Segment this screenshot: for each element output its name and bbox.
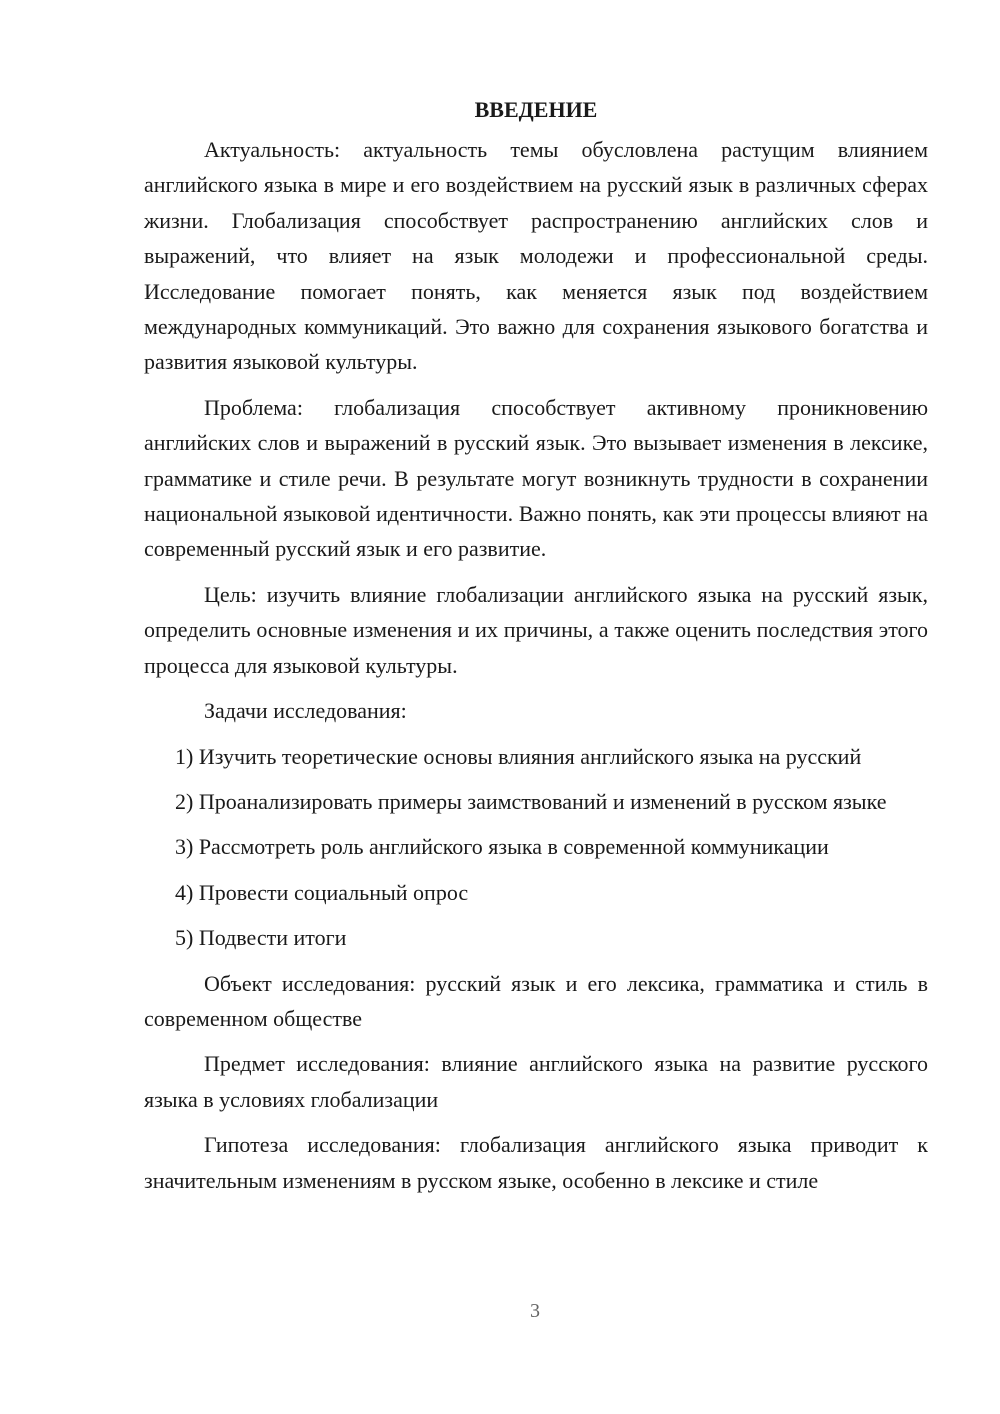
relevance-paragraph: Актуальность: актуальность темы обусловлена растущим влиянием английского языка в мире и его воздействием на русский язык в различных сферах жизни. Глобализация способствует распространению английских слов и выражений, что влияет на язык молодежи и профессиональной среды. Исследование помогает понять, как меняется язык под воздействием международных коммуникаций. Это важно для сохранения языкового богатства и развития языковой культуры. xyxy=(144,137,928,375)
task-item-5: 5) Подвести итоги xyxy=(175,925,347,951)
tasks-heading: Задачи исследования: xyxy=(204,698,407,724)
page-title: ВВЕДЕНИЕ xyxy=(474,97,598,122)
problem-paragraph: Проблема: глобализация способствует активному проникновению английских слов и выражений в русский язык. Это вызывает изменения в лексике, грамматике и стиле речи. В результате могут возникнуть трудности в сохранении национальной языковой идентичности. Важно понять, как эти процессы влияют на современный русский язык и его развитие. xyxy=(144,394,928,562)
goal-paragraph: Цель: изучить влияние глобализации английского языка на русский язык, определить основные изменения и их причины, а также оценить последствия этого процесса для языковой культуры. xyxy=(144,581,928,678)
hypothesis-paragraph: Гипотеза исследования: глобализация английского языка приводит к значительным изменениям в русском языке, особенно в лексике и стиле xyxy=(144,1132,928,1193)
document-page xyxy=(144,88,928,1198)
object-paragraph: Объект исследования: русский язык и его лексика, грамматика и стиль в современном обществе xyxy=(144,970,928,1031)
task-item-1: 1) Изучить теоретические основы влияния английского языка на русский xyxy=(175,743,862,769)
task-item-2: 2) Проанализировать примеры заимствований и изменений в русском языке xyxy=(175,788,887,814)
subject-paragraph: Предмет исследования: влияние английского языка на развитие русского языка в условиях глобализации xyxy=(144,1051,928,1112)
task-item-3: 3) Рассмотреть роль английского языка в современной коммуникации xyxy=(175,834,829,860)
page-number: 3 xyxy=(530,1300,540,1322)
task-item-4: 4) Провести социальный опрос xyxy=(175,879,469,905)
